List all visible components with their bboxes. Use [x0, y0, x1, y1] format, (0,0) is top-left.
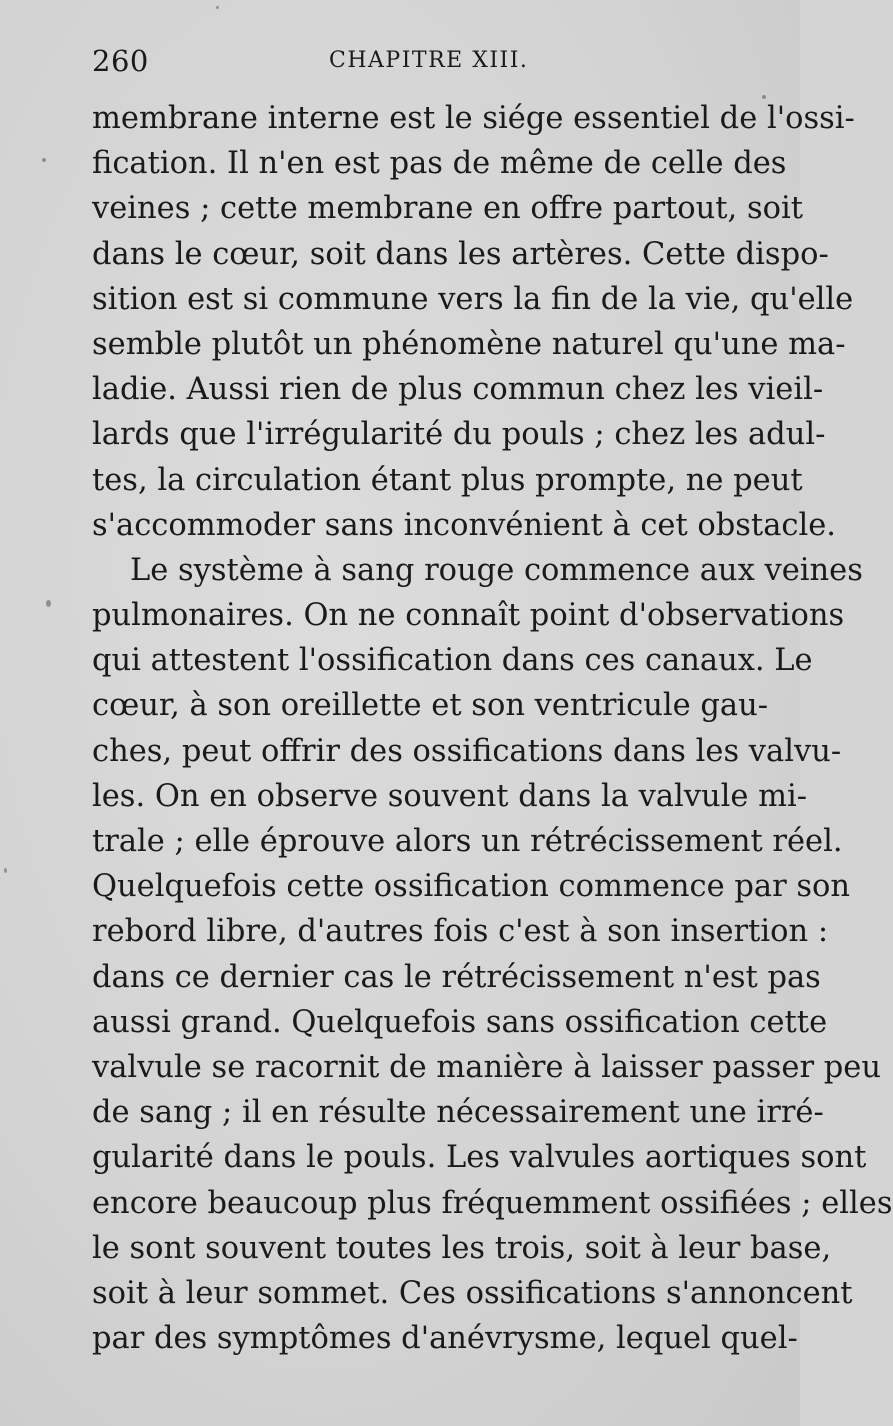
chapter-title: CHAPITRE XIII. — [329, 48, 529, 73]
text-line: aussi grand. Quelquefois sans ossification cette — [92, 1004, 828, 1040]
text-line: le sont souvent toutes les trois, soit à leur base, — [92, 1230, 832, 1266]
text-line: cœur, à son oreillette et son ventricule gau- — [92, 688, 769, 724]
text-line: veines ; cette membrane en offre partout, soit — [92, 191, 803, 227]
text-line: membrane interne est le siége essentiel de l'ossi- — [92, 101, 855, 136]
text-line: de sang ; il en résulte nécessairement une irré- — [92, 1095, 824, 1131]
paragraph-end-line: s'accommoder sans inconvénient à cet obstacle. — [92, 507, 836, 543]
text-line: trale ; elle éprouve alors un rétrécissement réel. — [92, 824, 843, 859]
paragraph-start-line: Le système à sang rouge commence aux veines — [130, 552, 863, 588]
text-line: dans le cœur, soit dans les artères. Cette dispo- — [92, 236, 829, 272]
text-line: encore beaucoup plus fréquemment ossifiées ; elles — [92, 1185, 893, 1221]
text-line: gularité dans le pouls. Les valvules aortiques sont — [92, 1140, 867, 1176]
paper-speck — [42, 158, 46, 162]
paper-speck — [4, 868, 7, 873]
body-text — [92, 96, 893, 1361]
text-line: semble plutôt un phénomène naturel qu'une ma- — [92, 326, 846, 362]
paper-speck — [46, 600, 51, 607]
page-number: 260 — [92, 44, 149, 78]
text-line: lards que l'irrégularité du pouls ; chez les adul- — [92, 417, 826, 453]
running-head — [92, 40, 752, 84]
text-line: par des symptômes d'anévrysme, lequel quel- — [92, 1321, 798, 1357]
text-line: soit à leur sommet. Ces ossifications s'annoncent — [92, 1275, 853, 1311]
text-line: dans ce dernier cas le rétrécissement n'est pas — [92, 959, 821, 995]
paper-speck — [216, 6, 219, 9]
text-line: pulmonaires. On ne connaît point d'observations — [92, 598, 845, 634]
text-line: fication. Il n'en est pas de même de celle des — [92, 146, 787, 182]
text-line: ladie. Aussi rien de plus commun chez les vieil- — [92, 372, 824, 408]
text-line: rebord libre, d'autres fois c'est à son insertion : — [92, 914, 829, 950]
text-line: les. On en observe souvent dans la valvule mi- — [92, 778, 808, 814]
text-line: qui attestent l'ossification dans ces canaux. Le — [92, 643, 813, 679]
paper-speck — [762, 95, 766, 99]
text-line: tes, la circulation étant plus prompte, ne peut — [92, 462, 803, 498]
text-line: valvule se racornit de manière à laisser passer peu — [92, 1049, 881, 1085]
text-line: Quelquefois cette ossification commence par son — [92, 869, 851, 905]
text-line: ches, peut offrir des ossifications dans les valvu- — [92, 733, 842, 769]
text-line: sition est si commune vers la fin de la vie, qu'elle — [92, 281, 854, 317]
